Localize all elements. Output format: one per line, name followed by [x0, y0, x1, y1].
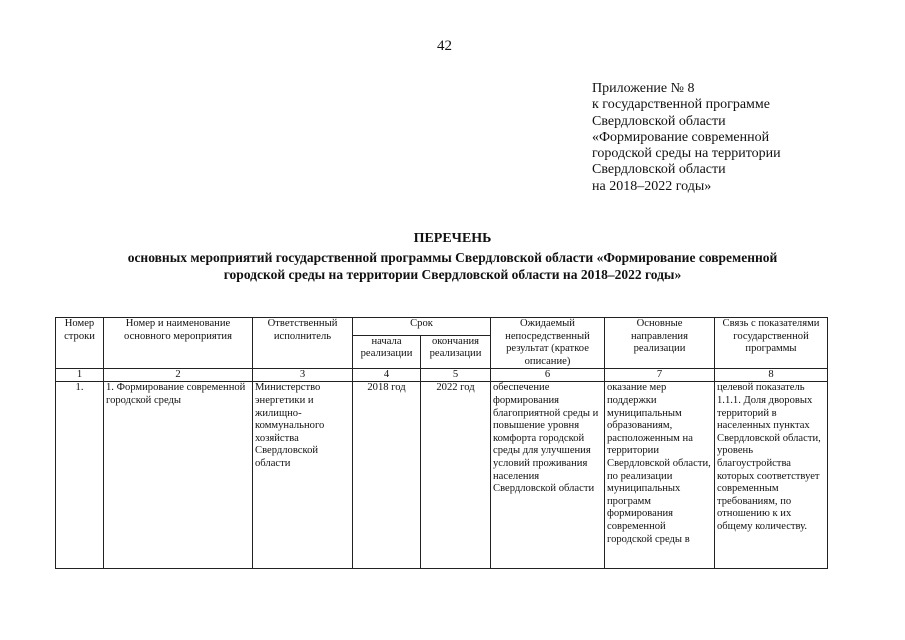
cell-term-end: 2022 год [421, 382, 491, 569]
document-title-line-1: основных мероприятий государственной программы Свердловской области «Формирование современной [127, 250, 778, 265]
header-executor: Ответственный исполнитель [253, 318, 353, 369]
header-term-start: начала реализации [353, 335, 421, 369]
header-term-end: окончания реализации [421, 335, 491, 369]
column-number: 8 [715, 369, 828, 382]
column-numbers-row [56, 369, 828, 382]
appendix-header [592, 81, 781, 195]
document-title-line-2: городской среды на территории Свердловской области на 2018–2022 годы» [223, 267, 682, 282]
header-term: Срок [353, 318, 491, 336]
cell-expected-result: обеспечение формирования благоприятной среды и повышение уровня комфорта городской среды для улучшения условий проживания населения Свердловской области [491, 382, 605, 569]
appendix-line: к государственной программе [592, 97, 770, 113]
cell-row-number: 1. [56, 382, 104, 569]
column-number: 6 [491, 369, 605, 382]
cell-executor: Министерство энергетики и жилищно-коммунального хозяйства Свердловской области [253, 382, 353, 569]
header-row [56, 318, 828, 336]
appendix-line: Свердловской области [592, 162, 726, 178]
cell-indicators: целевой показатель 1.1.1. Доля дворовых территорий в населенных пунктах Свердловской области, уровень благоустройства которых соответствует современным требованиям, по отношению к их общему количеству. [715, 382, 828, 569]
appendix-line: Свердловской области [592, 113, 726, 129]
activities-table [55, 317, 828, 569]
table-row [56, 382, 828, 569]
header-activity: Номер и наименование основного мероприятия [104, 318, 253, 369]
column-number: 5 [421, 369, 491, 382]
column-number: 7 [605, 369, 715, 382]
appendix-line: городской среды на территории [592, 146, 781, 162]
appendix-line: «Формирование современной [592, 129, 770, 145]
appendix-line: на 2018–2022 годы» [592, 178, 712, 194]
header-directions: Основные направления реализации [605, 318, 715, 369]
cell-activity: 1. Формирование современной городской среды [104, 382, 253, 569]
column-number: 1 [56, 369, 104, 382]
cell-term-start: 2018 год [353, 382, 421, 569]
column-number: 3 [253, 369, 353, 382]
header-indicators: Связь с показателями государственной программы [715, 318, 828, 369]
column-number: 4 [353, 369, 421, 382]
page-number: 42 [437, 38, 452, 54]
header-expected-result: Ожидаемый непосредственный результат (краткое описание) [491, 318, 605, 369]
cell-directions: оказание мер поддержки муниципальным образованиям, расположенным на территории Свердловской области, по реализации муниципальных программ формирования современной городской среды в [605, 382, 715, 569]
column-number: 2 [104, 369, 253, 382]
header-row-number: Номер строки [56, 318, 104, 369]
appendix-line: Приложение № 8 [592, 81, 695, 96]
document-heading: ПЕРЕЧЕНЬ [413, 231, 492, 246]
